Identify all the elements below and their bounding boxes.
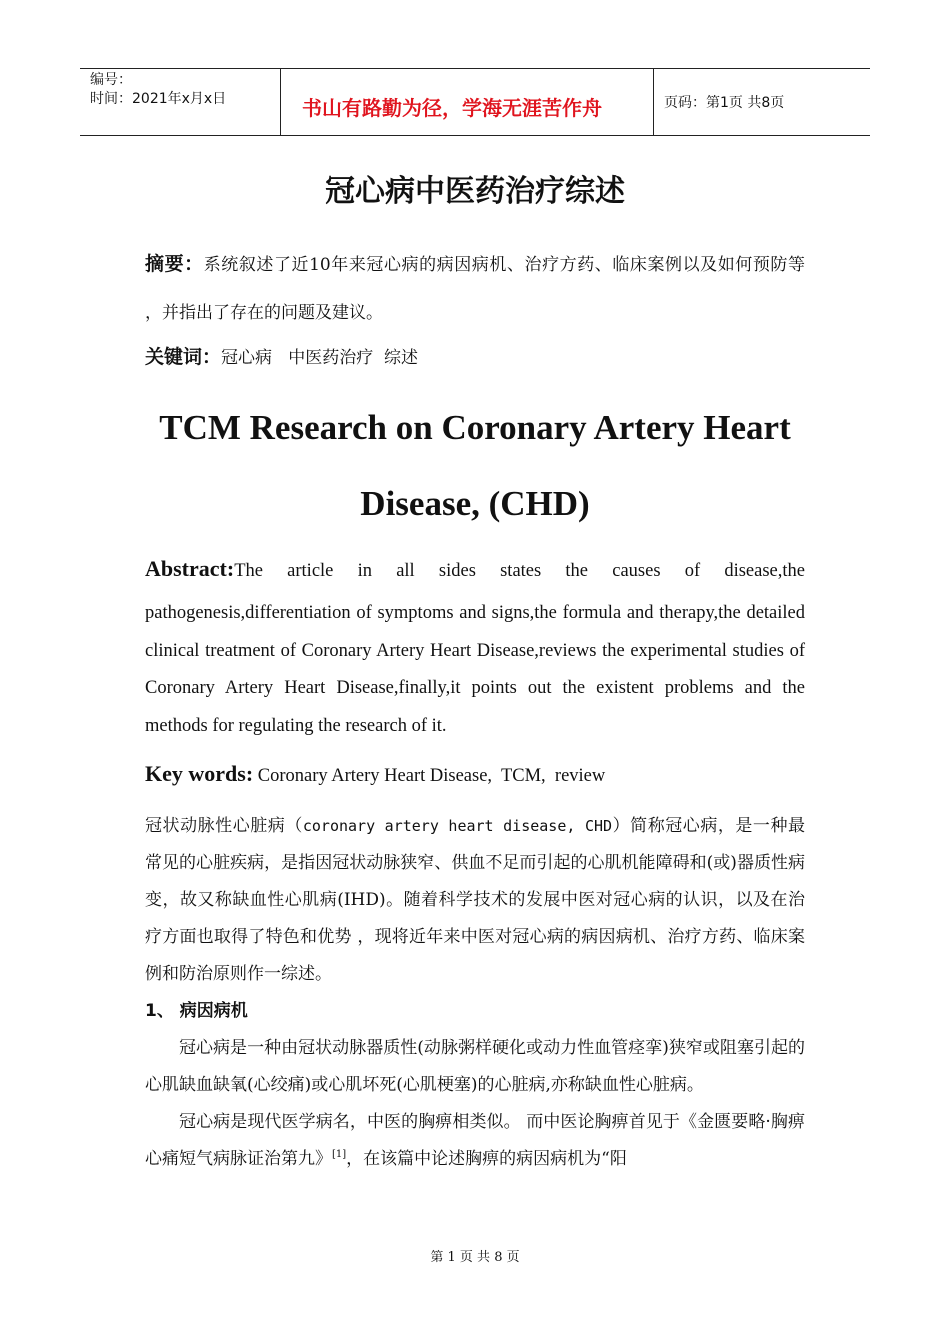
document-header [80,68,870,136]
keywords-cn-label: 关键词： [145,346,222,368]
header-info-cell [80,69,281,135]
abstract-en-first-text: The article in all sides states the causes of disease,the [234,561,805,581]
body-text [145,808,805,1178]
abstract-cn-label: 摘要： [145,253,204,275]
keywords-en [145,755,805,795]
english-title-line2: Disease, (CHD) [360,484,590,523]
document-number-label: 编号： [90,72,132,88]
abstract-cn-text: 系统叙述了近10年来冠心病的病因病机、治疗方药、临床案例以及如何预防等 ，并指出了存在的问题及建议。 [145,255,805,323]
paragraph-2-text-a: 冠心病是现代医学病名，中医的胸痹相类似。 而中医论胸痹首见于《金匮要略·胸痹心痛短气病脉证治第九》 [145,1112,805,1169]
header-page-label: 页码：第1页 共8页 [664,95,785,111]
abstract-en [145,545,805,745]
paragraph-1: 冠心病是一种由冠状动脉器质性(动脉粥样硬化或动力性血管痉挛)狭窄或阻塞引起的心肌缺血缺氧(心绞痛)或心肌坏死(心肌梗塞)的心脏病,亦称缺血性心脏病。 [145,1038,805,1095]
citation-ref[interactable]: [1] [332,1149,347,1160]
intro-paragraph [145,808,805,993]
page-footer: 第 1 页 共 8 页 [430,1250,520,1265]
paragraph-2 [145,1104,805,1178]
abstract-en-first-line [145,545,805,595]
abstract-cn [145,240,805,337]
keywords-en-label: Key words: [145,761,254,786]
keywords-cn [145,338,805,377]
paragraph-2-text-b: ，在该篇中论述胸痹的病因病机为“阳 [346,1149,627,1169]
english-title-line1: TCM Research on Coronary Artery Heart [159,408,791,447]
abstract-en-text: pathogenesis,differentiation of symptoms and signs,the formula and therapy,the detailed clinical treatment of Coronary Artery Heart Disease,reviews the experimental studies of Coronary Artery Heart Disease,finally,it points out the existent problems and the methods for regulating the research of it. [145,603,805,736]
intro-text-mono: coronary artery heart disease, CHD [302,817,613,835]
keywords-en-text: Coronary Artery Heart Disease, TCM, review [253,766,606,786]
header-motto: 书山有路勤为径，学海无涯苦作舟 [281,69,654,135]
keywords-cn-text: 冠心病 中医药治疗 综述 [221,348,419,368]
document-time-label: 时间：2021年x月x日 [90,91,227,107]
page-title: 冠心病中医药治疗综述 [325,174,625,209]
english-title [0,390,950,542]
intro-text-b: ）简称冠心病，是一种最常见的心脏疾病，是指因冠状动脉狭窄、供血不足而引起的心肌机能障碍和(或)器质性病变，故又称缺血性心肌病(IHD)。随着科学技术的发展中医对冠心病的认识，以及在治疗方面也取得了特色和优势 ，现将近年来中医对冠心病的病因病机、治疗方药、临床案例和防治原则作一综述。 [145,816,806,984]
abstract-en-label: Abstract: [145,556,235,581]
section-heading-1: 1、 病因病机 [145,1001,248,1021]
intro-text-a: 冠状动脉性心脏病（ [145,816,303,836]
